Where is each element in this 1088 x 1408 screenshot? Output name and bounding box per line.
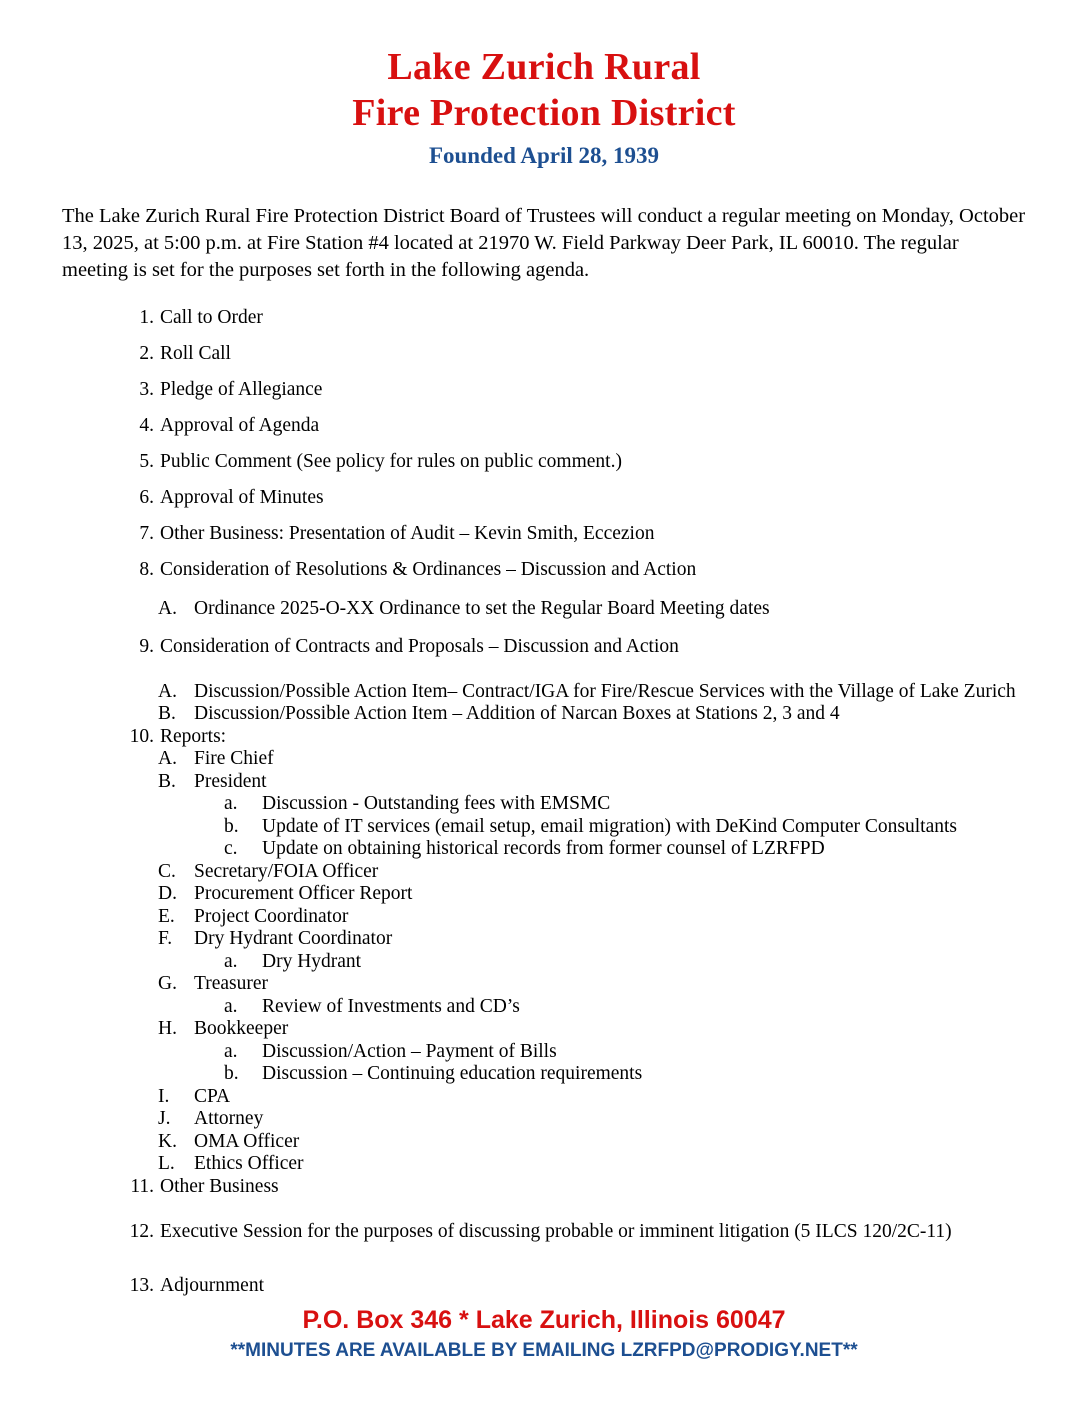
report-item-l [158,1153,1026,1176]
agenda-item-2-label: Roll Call [160,343,231,364]
agenda-item-11 [126,1176,1026,1199]
agenda-item-9-sub-b [158,703,1026,726]
agenda-item-8-sub-a-letter: A. [158,598,177,619]
agenda-item-9-sub-a-label: Discussion/Possible Action Item– Contract/IGA for Fire/Rescue Services with the Village of Lake Zurich [194,680,1016,702]
report-item-l-label: Ethics Officer [194,1153,304,1174]
report-item-l-letter: L. [158,1153,175,1174]
agenda-item-2-number: 2. [139,343,154,364]
agenda-item-13 [126,1274,1026,1298]
report-item-b-sub-b-label: Update of IT services (email setup, email migration) with DeKind Computer Consultants [262,815,957,837]
report-item-f-label: Dry Hydrant Coordinator [194,928,393,949]
report-item-h-sub-b-label: Discussion – Continuing education requirements [262,1063,643,1084]
report-item-e [158,906,1026,929]
report-item-h-sub-a [224,1041,1026,1064]
report-item-j-label: Attorney [194,1108,264,1129]
intro-paragraph: The Lake Zurich Rural Fire Protection District Board of Trustees will conduct a regular meeting on Monday, October 13, 2025, at 5:00 p.m. at Fire Station #4 located at 21970 W. Field Parkway Deer Park, IL 60010. The regular meeting is set for the purposes set forth in the following agenda. [62,205,1026,281]
report-item-b-sub-c-letter: c. [224,838,238,859]
report-item-f-sub-a-letter: a. [224,950,238,972]
report-item-i [158,1086,1026,1109]
report-item-g-label: Treasurer [194,973,269,994]
report-item-f-letter: F. [158,928,173,949]
report-item-c-label: Secretary/FOIA Officer [194,860,379,882]
report-item-b-sub-a-label: Discussion - Outstanding fees with EMSMC [262,793,611,814]
report-item-f-sub-a [224,951,1026,974]
agenda-item-10-number: 10. [129,725,154,747]
report-item-b-sub-b [224,816,1026,839]
agenda-item-1-label: Call to Order [160,307,263,328]
report-item-h-sub-b-letter: b. [224,1063,239,1084]
report-item-h [158,1018,1026,1041]
report-item-g-sub-a-label: Review of Investments and CD’s [262,995,520,1017]
report-item-h-sub-a-letter: a. [224,1040,238,1062]
report-item-j-letter: J. [158,1108,171,1129]
agenda-item-1 [126,306,1026,330]
agenda-item-3-number: 3. [139,379,154,400]
report-item-b-sub-a-letter: a. [224,793,238,814]
agenda-item-10-label: Reports: [160,725,227,747]
report-item-d [158,883,1026,906]
report-item-b-sub-a [224,793,1026,816]
report-item-k-label: OMA Officer [194,1130,300,1152]
report-item-j [158,1108,1026,1131]
footer-address: P.O. Box 346 * Lake Zurich, Illinois 60047 [302,1306,786,1334]
footer-minutes-note: **MINUTES ARE AVAILABLE BY EMAILING LZRFPD@PRODIGY.NET** [230,1340,858,1361]
report-item-h-label: Bookkeeper [194,1018,289,1039]
report-item-d-letter: D. [158,883,177,904]
agenda-item-9-sub-a [158,681,1026,704]
report-item-b-label: President [194,770,267,792]
agenda-item-8-label: Consideration of Resolutions & Ordinances – Discussion and Action [160,559,697,580]
agenda-item-5 [126,450,1026,474]
agenda-item-13-number: 13. [129,1275,154,1296]
agenda-item-12-label: Executive Session for the purposes of discussing probable or imminent litigation (5 ILCS 120/2C-11) [160,1221,952,1242]
report-item-g-sub-a [224,996,1026,1019]
report-item-b-sub-c-label: Update on obtaining historical records from former counsel of LZRFPD [262,838,825,859]
agenda-item-8 [126,558,1026,582]
report-item-g [158,973,1026,996]
agenda-item-9 [126,635,1026,659]
agenda-item-13-label: Adjournment [160,1275,264,1296]
agenda-item-11-number: 11. [130,1175,154,1197]
agenda-item-8-number: 8. [139,559,154,580]
org-title-line-2: Fire Protection District [352,92,736,134]
report-item-b-sub-b-letter: b. [224,815,239,837]
report-item-f [158,928,1026,951]
agenda-item-9-sub-b-letter: B. [158,703,176,724]
agenda-item-8-sub-a [158,598,1026,621]
agenda-item-9-sub-b-label: Discussion/Possible Action Item – Addition of Narcan Boxes at Stations 2, 3 and 4 [194,703,840,724]
agenda-item-4-number: 4. [139,415,154,436]
agenda-item-4 [126,414,1026,438]
agenda-item-2 [126,342,1026,366]
agenda-item-9-sub-a-letter: A. [158,680,177,702]
report-item-e-letter: E. [158,905,175,927]
agenda-item-9-number: 9. [139,635,154,657]
report-item-k [158,1131,1026,1154]
report-item-h-sub-b [224,1063,1026,1086]
report-item-i-letter: I. [158,1085,170,1107]
report-item-g-letter: G. [158,973,177,994]
agenda-item-10 [126,726,1026,749]
report-item-b-letter: B. [158,770,176,792]
report-item-c-letter: C. [158,860,176,882]
agenda-item-4-label: Approval of Agenda [160,415,320,436]
document-footer [0,1304,1088,1364]
document-header [62,44,1026,171]
agenda-item-12-number: 12. [129,1221,154,1242]
agenda-list [62,306,1026,1298]
agenda-item-7-number: 7. [139,523,154,544]
agenda-item-12 [126,1220,1026,1244]
org-title-line-1: Lake Zurich Rural [387,46,701,88]
report-item-b [158,771,1026,794]
report-item-e-label: Project Coordinator [194,905,349,927]
agenda-item-5-label: Public Comment (See policy for rules on public comment.) [160,451,622,472]
report-item-a-letter: A. [158,748,177,769]
report-item-h-sub-a-label: Discussion/Action – Payment of Bills [262,1040,557,1062]
report-item-k-letter: K. [158,1130,177,1152]
report-item-d-label: Procurement Officer Report [194,883,413,904]
agenda-item-5-number: 5. [139,451,154,472]
agenda-item-6 [126,486,1026,510]
agenda-item-3 [126,378,1026,402]
report-item-h-letter: H. [158,1018,177,1039]
report-item-i-label: CPA [194,1085,231,1107]
agenda-item-11-label: Other Business [160,1175,279,1197]
report-item-b-sub-c [224,838,1026,861]
report-item-a-label: Fire Chief [194,748,274,769]
agenda-item-8-sub-a-label: Ordinance 2025-O-XX Ordinance to set the Regular Board Meeting dates [194,598,770,619]
report-item-g-sub-a-letter: a. [224,995,238,1017]
agenda-item-9-label: Consideration of Contracts and Proposals – Discussion and Action [160,635,679,657]
agenda-item-6-number: 6. [139,487,154,508]
agenda-item-6-label: Approval of Minutes [160,487,324,508]
founded-subtitle: Founded April 28, 1939 [428,143,660,168]
agenda-item-3-label: Pledge of Allegiance [160,379,323,400]
agenda-item-7-label: Other Business: Presentation of Audit – Kevin Smith, Eccezion [160,523,655,544]
report-item-c [158,861,1026,884]
agenda-item-1-number: 1. [139,307,154,328]
report-item-f-sub-a-label: Dry Hydrant [262,950,362,972]
report-item-a [158,748,1026,771]
agenda-item-7 [126,522,1026,546]
